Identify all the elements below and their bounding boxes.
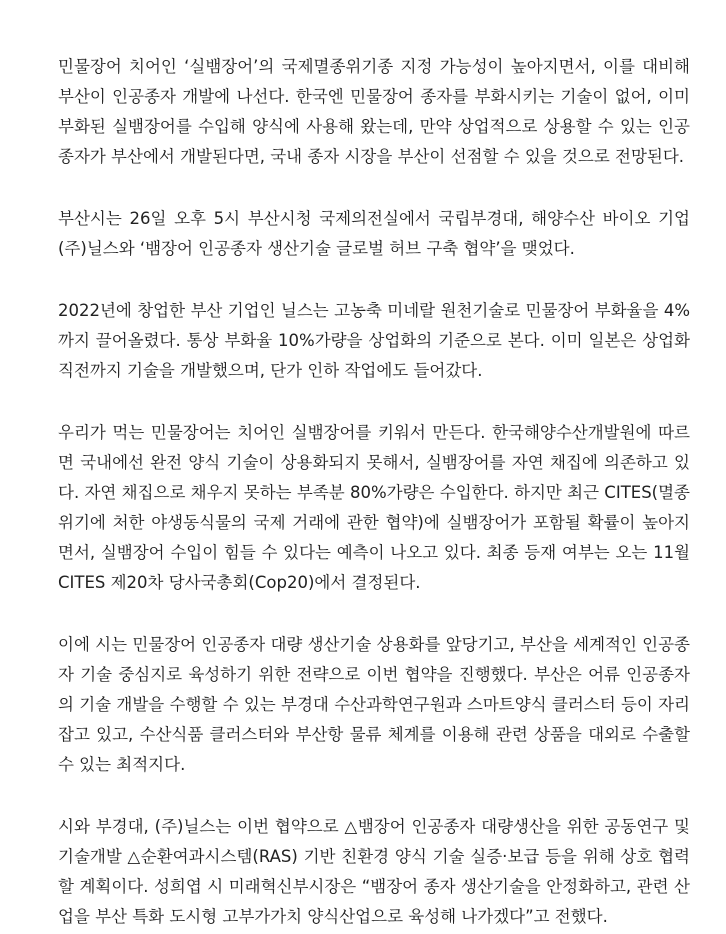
- paragraph-6: 시와 부경대, (주)닐스는 이번 협약으로 △뱀장어 인공종자 대량생산을 위한 공동연구 및 기술개발 △순환여과시스템(RAS) 기반 친환경 양식 기술 실증·보급 등을 위해 상호 협력할 계획이다. 성희엽 시 미래혁신부시장은 “뱀장어 종자 생산기술을 안정화하고, 관련 산업을 부산 특화 도시형 고부가가치 양식산업으로 육성해 나가겠다”고 전했다.: [58, 817, 690, 926]
- paragraph-4: 우리가 먹는 민물장어는 치어인 실뱀장어를 키워서 만든다. 한국해양수산개발원에 따르면 국내에선 완전 양식 기술이 상용화되지 못해서, 실뱀장어를 자연 채집에 의존하고 있다. 자연 채집으로 채우지 못하는 부족분 80%가량은 수입한다. 하지만 최근 CITES(멸종위기에 처한 야생동식물의 국제 거래에 관한 협약)에 실뱀장어가 포함될 확률이 높아지면서, 실뱀장어 수입이 힘들 수 있다는 예측이 나오고 있다. 최종 등재 여부는 오는 11월 CITES 제20차 당사국총회(Cop20)에서 결정된다.: [58, 423, 690, 592]
- article-body: [58, 52, 690, 932]
- paragraph-3: 2022년에 창업한 부산 기업인 닐스는 고농축 미네랄 원천기술로 민물장어 부화율을 4%까지 끌어올렸다. 통상 부화율 10%가량을 상업화의 기준으로 본다. 이미 일본은 상업화 직전까지 기술을 개발했으며, 단가 인하 작업에도 들어갔다.: [58, 301, 690, 380]
- paragraph-5: 이에 시는 민물장어 인공종자 대량 생산기술 상용화를 앞당기고, 부산을 세계적인 인공종자 기술 중심지로 육성하기 위한 전략으로 이번 협약을 진행했다. 부산은 어류 인공종자의 기술 개발을 수행할 수 있는 부경대 수산과학연구원과 스마트양식 클러스터 등이 자리 잡고 있고, 수산식품 클러스터와 부산항 물류 체계를 이용해 관련 상품을 대외로 수출할 수 있는 최적지다.: [58, 635, 690, 774]
- paragraph-1: 민물장어 치어인 ‘실뱀장어’의 국제멸종위기종 지정 가능성이 높아지면서, 이를 대비해 부산이 인공종자 개발에 나선다. 한국엔 민물장어 종자를 부화시키는 기술이 없어, 이미 부화된 실뱀장어를 수입해 양식에 사용해 왔는데, 만약 상업적으로 상용할 수 있는 인공종자가 부산에서 개발된다면, 국내 종자 시장을 부산이 선점할 수 있을 것으로 전망된다.: [58, 57, 690, 166]
- paragraph-2: 부산시는 26일 오후 5시 부산시청 국제의전실에서 국립부경대, 해양수산 바이오 기업 (주)닐스와 ‘뱀장어 인공종자 생산기술 글로벌 허브 구축 협약’을 맺었다.: [58, 209, 690, 258]
